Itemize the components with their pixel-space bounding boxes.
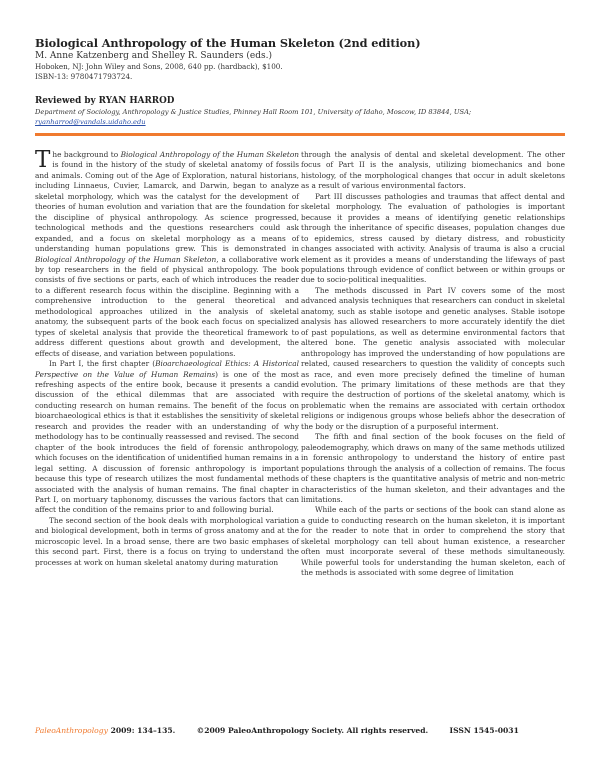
- header-rule-orange: [35, 133, 565, 136]
- book-title-italic: Biological Anthropology of the Human Skeleton: [120, 150, 299, 159]
- reviewer-email-link[interactable]: ryanharrod@vandals.uidaho.edu: [35, 118, 146, 126]
- book-editors: M. Anne Katzenberg and Shelley R. Saunders (eds.): [35, 51, 272, 61]
- paragraph-4: through the analysis of dental and skeletal development. The other focus of Part II is the analysis, utilizing biomechanics and bone histology, of the morphological changes that occur in adult skeletons as a result of various environmental factors.: [301, 150, 565, 191]
- text-run: is found in the history of the study of skeletal anatomy of fossils and animals. Coming out of the Age of Exploration, natural historians, including Linnaeus, Cuvier, Lamarck, and Darwin, began to analyze skeletal morphology, which was the catalyst for the development of theories of human evolution and variation that are the foundation for the discipline of physical anthropology. As science progressed, technological methods and the questions researchers could ask expanded, and a focus on skeletal morphology as a means of understanding human populations grew. This is demonstrated in: [35, 160, 299, 254]
- chapter-title-italic: Bioarchaeological Ethics: A Historical Perspective on the Value of Human Remains: [35, 359, 299, 379]
- reviewer-name: Reviewed by RYAN HARROD: [35, 96, 175, 106]
- page-footer: [35, 726, 575, 735]
- publication-info: Hoboken, NJ: John Wiley and Sons, 2008, 640 pp. (hardback), $100.: [35, 62, 283, 71]
- text-run: he background to: [52, 150, 121, 159]
- paragraph-3: The second section of the book deals with morphological variation and biological development, both in terms of gross anatomy and at the microscopic level. In a broad sense, there are two basic emphases of this second part. First, there is a focus on trying to understand the processes at work on human skeletal anatomy during maturation: [35, 515, 299, 567]
- right-column: [301, 150, 565, 579]
- text-run: In Part I, the first chapter (: [49, 359, 156, 369]
- journal-name-part2: Anthropology: [55, 726, 108, 735]
- paragraph-7: The fifth and final section of the book focuses on the field of paleodemography, which draws on many of the same methods utilized in forensic anthropology to understand the history of entire past populations through the analysis of a collection of remains. The focus of these chapters is the quantitative analysis of metric and non-metric characteristics of the human skeleton, and their advantages and the limitations.: [301, 432, 565, 504]
- text-run: , a collaborative work by top researchers in the field of physical anthropology. The book consists of five sections or parts, each of which introduces the reader to a different research focus within the discipline. Beginning with a comprehensive introduction to the general theoretical and methodological approaches utilized in the analysis of skeletal anatomy, the subsequent parts of the book each focus on specialized types of skeletal analysis that provide the theoretical framework to address different questions about growth and development, the effects of disease, and variation between populations.: [35, 254, 299, 358]
- paragraph-6: The methods discussed in Part IV covers some of the most advanced analysis techniques that researchers can conduct in skeletal anatomy, such as stable isotope and genetic analyses. Stable isotope analysis has allowed researchers to more accurately identify the diet of past populations, as well as determine environmental factors that altered bone. The genetic analysis associated with molecular anthropology has improved the understanding of how populations are related, caused researchers to question the validity of concepts such as race, and even more precisely defined the timeline of human evolution. The primary limitations of these methods are that they require the destruction of portions of the skeletal anatomy, which is problematic when the remains are associated with certain orthodox religions or indigenous groups whose beliefs abhor the desecration of the body or the disruption of a purposeful interment.: [301, 285, 565, 431]
- paragraph-8: While each of the parts or sections of the book can stand alone as a guide to conducting research on the human skeleton, it is important for the reader to note that in order to comprehend the story that skeletal morphology can tell about human existence, a researcher often must incorporate several of these methods simultaneously. While powerful tools for understanding the human skeleton, each of the methods is associated with some degree of limitation: [301, 505, 565, 578]
- drop-cap: T: [35, 147, 51, 173]
- book-title: Biological Anthropology of the Human Skeleton (2nd edition): [35, 36, 421, 50]
- text-run: ) is one of the most refreshing aspects of the entire book, because it presents a candid discussion of the ethical dilemmas that are associated with conducting research on human remains. The benefit of the focus on bioarchaeological ethics is that it establishes the sensitivity of skeletal research and provides the reader with an understanding of why methodology has to be continually reassessed and revised. The second chapter of the book introduces the field of forensic anthropology, which focuses on the identification of unidentified human remains in a legal setting. A discussion of forensic anthropology is important because this type of research utilizes the most fundamental methods associated with the analysis of human remains. The final chapter in Part I, on mortuary taphonomy, discusses the various factors that can affect the condition of the remains prior to and following burial.: [35, 369, 299, 515]
- left-column: [35, 147, 299, 568]
- copyright: ©2009 PaleoAnthropology Society. All rights reserved.: [196, 726, 429, 735]
- issn: ISSN 1545-0031: [449, 726, 519, 735]
- journal-name-part1: Paleo: [35, 726, 56, 735]
- isbn: ISBN-13: 9780471793724.: [35, 72, 133, 81]
- paragraph-5: Part III discusses pathologies and traumas that affect dental and skeletal morphology. The evaluation of pathologies is important because it provides a means of identifying genetic relationships through the inheritance of specific diseases, population changes due to epidemics, stress caused by dietary distress, and robusticity changes associated with activity. Analysis of trauma is also a crucial element as it provides a means of understanding the lifeways of past populations through evidence of conflict between or within groups or due to socio-political inequalities.: [301, 191, 565, 285]
- citation: 2009: 134–135.: [110, 726, 176, 735]
- paragraph-1: [35, 147, 299, 359]
- book-title-italic: Biological Anthropology of the Human Skeleton: [35, 254, 217, 264]
- article-header: [35, 36, 565, 127]
- reviewer-affiliation: Department of Sociology, Anthropology & Justice Studies, Phinney Hall Room 101, University of Idaho, Moscow, ID 83844, USA;: [35, 108, 472, 116]
- paragraph-2: [35, 359, 299, 516]
